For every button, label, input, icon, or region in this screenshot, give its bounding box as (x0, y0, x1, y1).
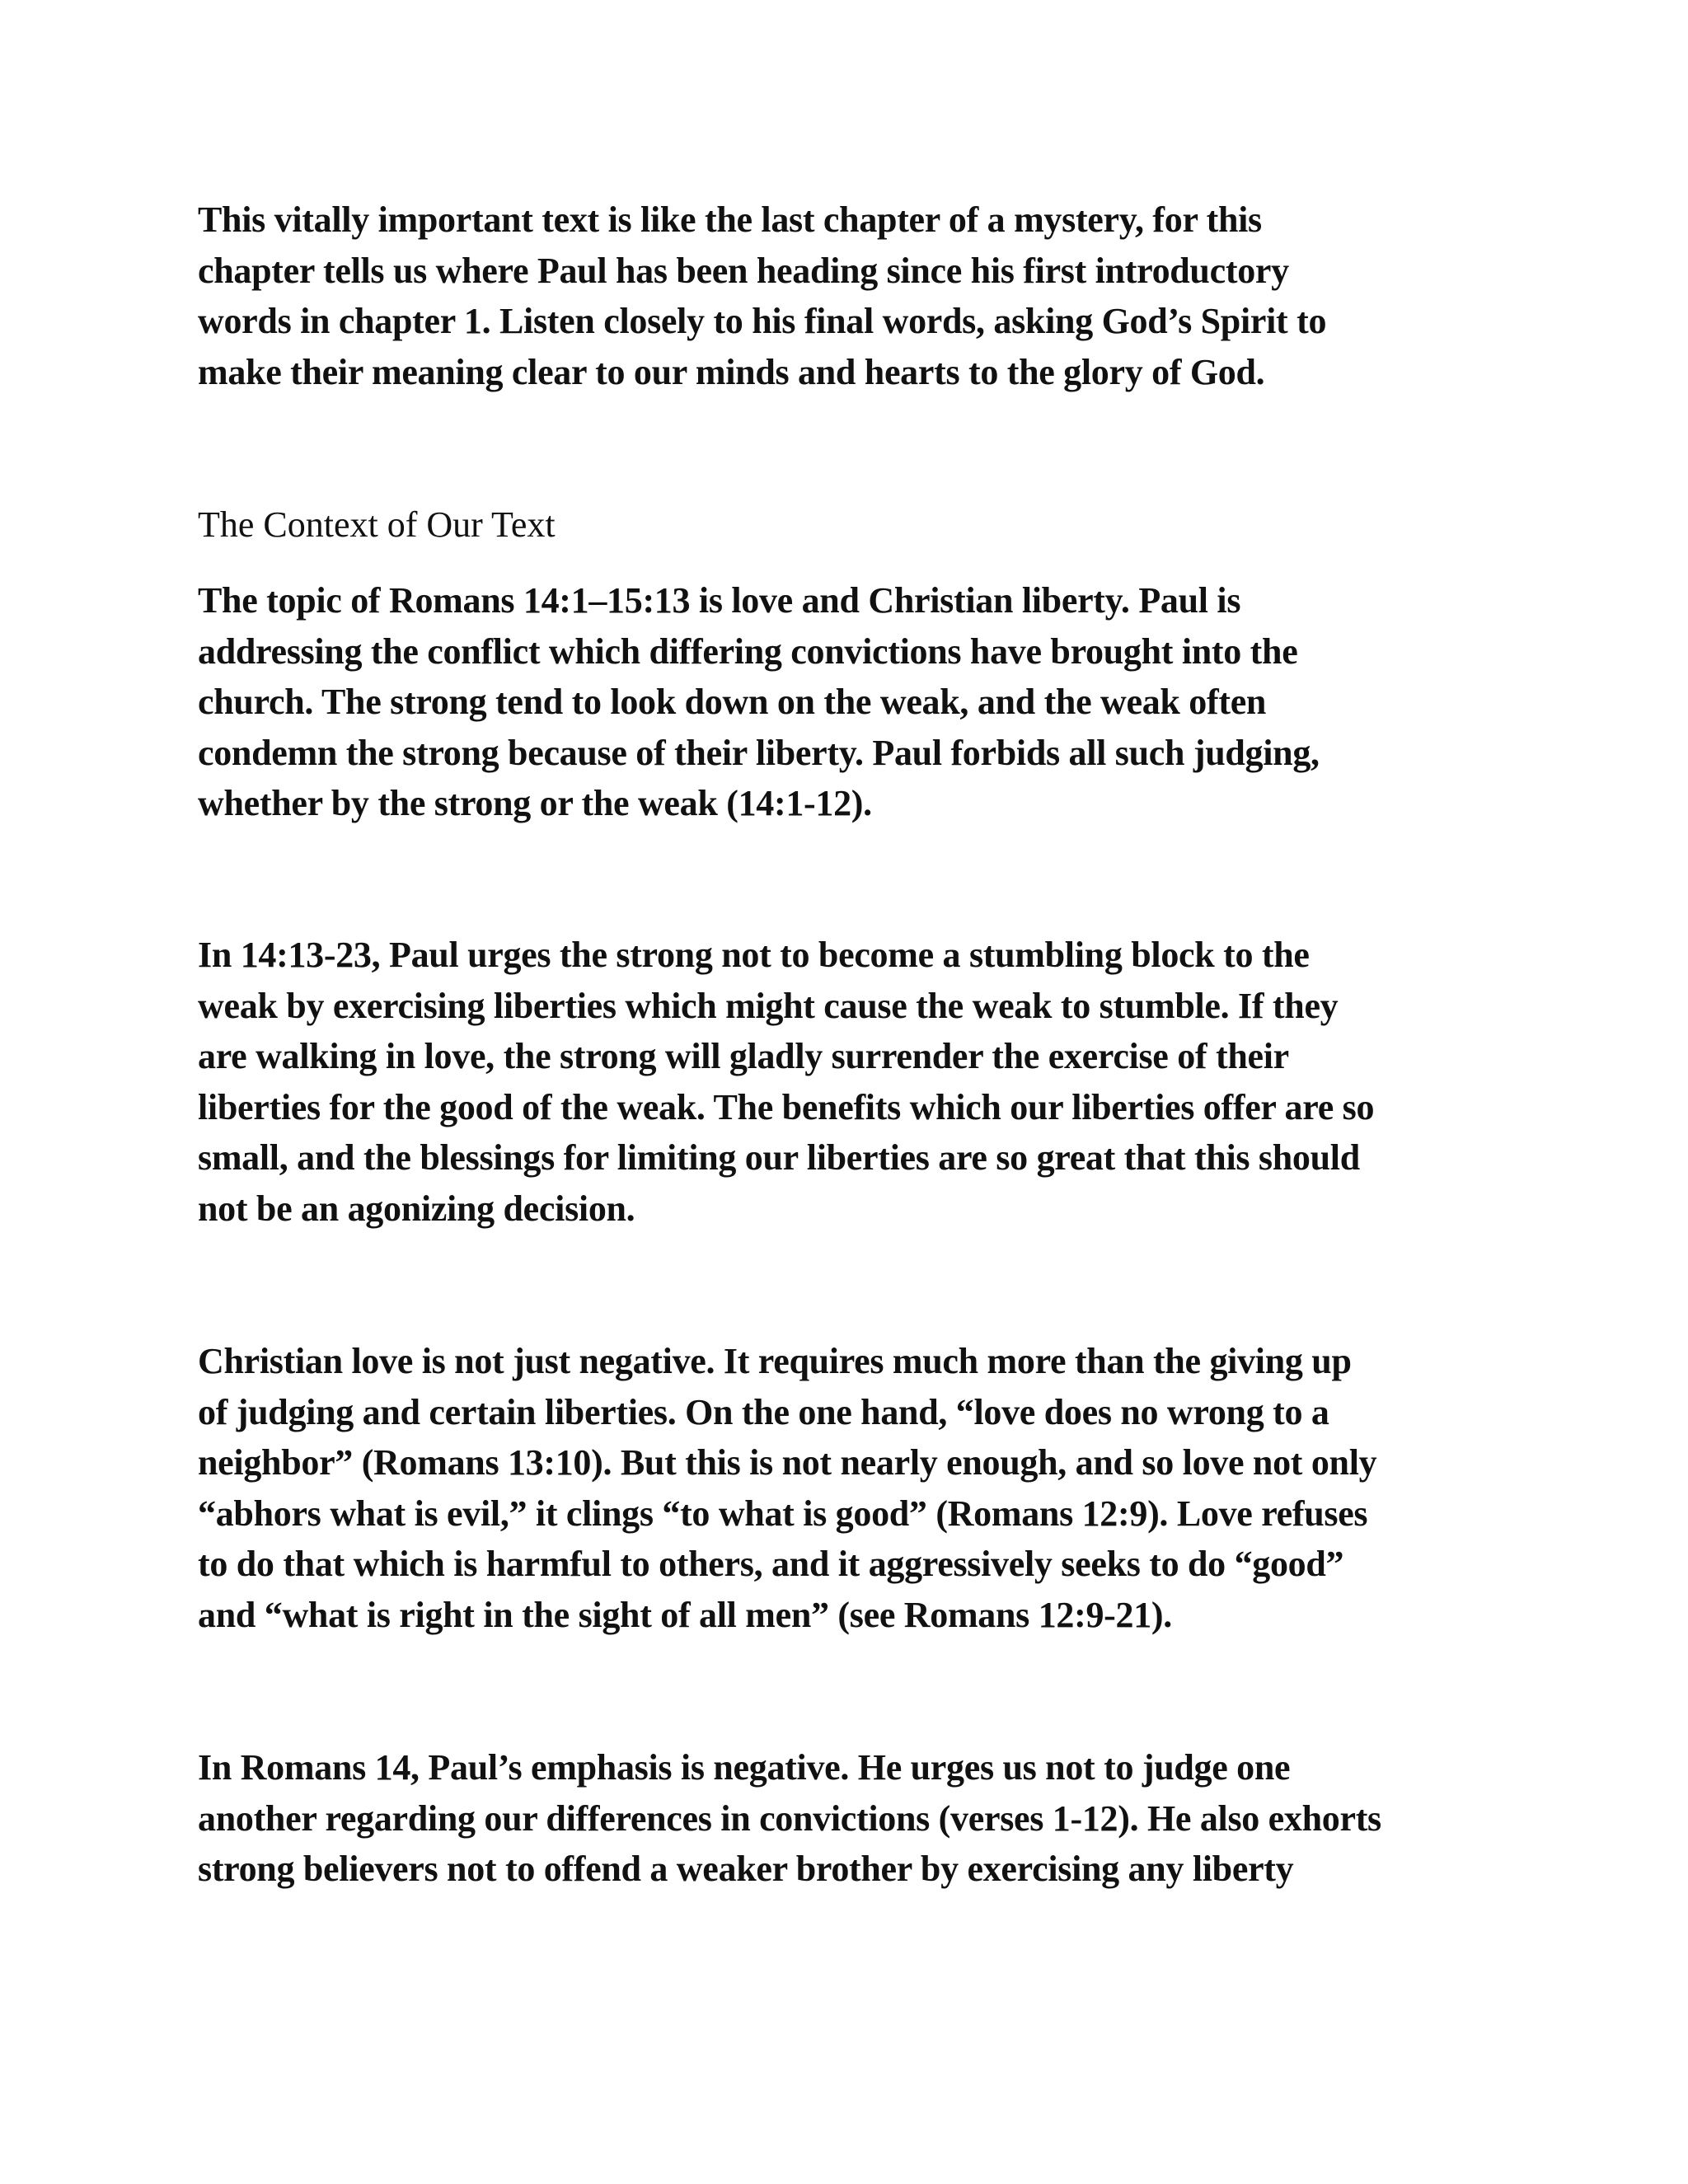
paragraph-context (198, 575, 1500, 829)
text-line: Christian love is not just negative. It requires much more than the giving up (198, 1341, 1352, 1381)
text-line: neighbor” (Romans 13:10). But this is not nearly enough, and so love not only (198, 1442, 1377, 1483)
text-line: strong believers not to offend a weaker brother by exercising any liberty (198, 1849, 1294, 1889)
text-line: liberties for the good of the weak. The benefits which our liberties offer are so (198, 1086, 1375, 1127)
text-line: addressing the conflict which differing convictions have brought into the (198, 630, 1298, 672)
text-line: are walking in love, the strong will gladly surrender the exercise of their (198, 1036, 1289, 1076)
text-line: words in chapter 1. Listen closely to his final words, asking God’s Spirit to (198, 301, 1327, 341)
text-line: of judging and certain liberties. On the one hand, “love does no wrong to a (198, 1391, 1329, 1432)
text-line: This vitally important text is like the last chapter of a mystery, for this (198, 199, 1262, 240)
text-line: another regarding our differences in convictions (verses 1-12). He also exhorts (198, 1797, 1381, 1839)
text-line: In 14:13-23, Paul urges the strong not to become a stumbling block to the (198, 935, 1310, 975)
text-line: small, and the blessings for limiting our liberties are so great that this should (198, 1137, 1360, 1178)
text-line: “abhors what is evil,” it clings “to what is good” (Romans 12:9). Love refuses (198, 1493, 1368, 1534)
text-line: weak by exercising liberties which might cause the weak to stumble. If they (198, 985, 1339, 1026)
text-line: church. The strong tend to look down on the weak, and the weak often (198, 682, 1267, 722)
text-line: In Romans 14, Paul’s emphasis is negative. He urges us not to judge one (198, 1747, 1291, 1788)
paragraph-love (198, 1336, 1500, 1640)
paragraph-stumbling (198, 930, 1500, 1234)
section-heading: The Context of Our Text (198, 504, 556, 545)
text-line: whether by the strong or the weak (14:1-12). (198, 783, 872, 823)
text-line: chapter tells us where Paul has been heading since his first introductory (198, 250, 1289, 291)
text-line: condemn the strong because of their liberty. Paul forbids all such judging, (198, 732, 1320, 773)
text-line: to do that which is harmful to others, and it aggressively seeks to do “good” (198, 1544, 1344, 1584)
text-line: make their meaning clear to our minds and hearts to the glory of God. (198, 351, 1265, 392)
text-line: not be an agonizing decision. (198, 1188, 635, 1229)
text-line: The topic of Romans 14:1–15:13 is love and Christian liberty. Paul is (198, 580, 1241, 621)
text-line: and “what is right in the sight of all men” (see Romans 12:9-21). (198, 1594, 1172, 1635)
paragraph-intro (198, 194, 1500, 397)
paragraph-romans14 (198, 1742, 1500, 1895)
